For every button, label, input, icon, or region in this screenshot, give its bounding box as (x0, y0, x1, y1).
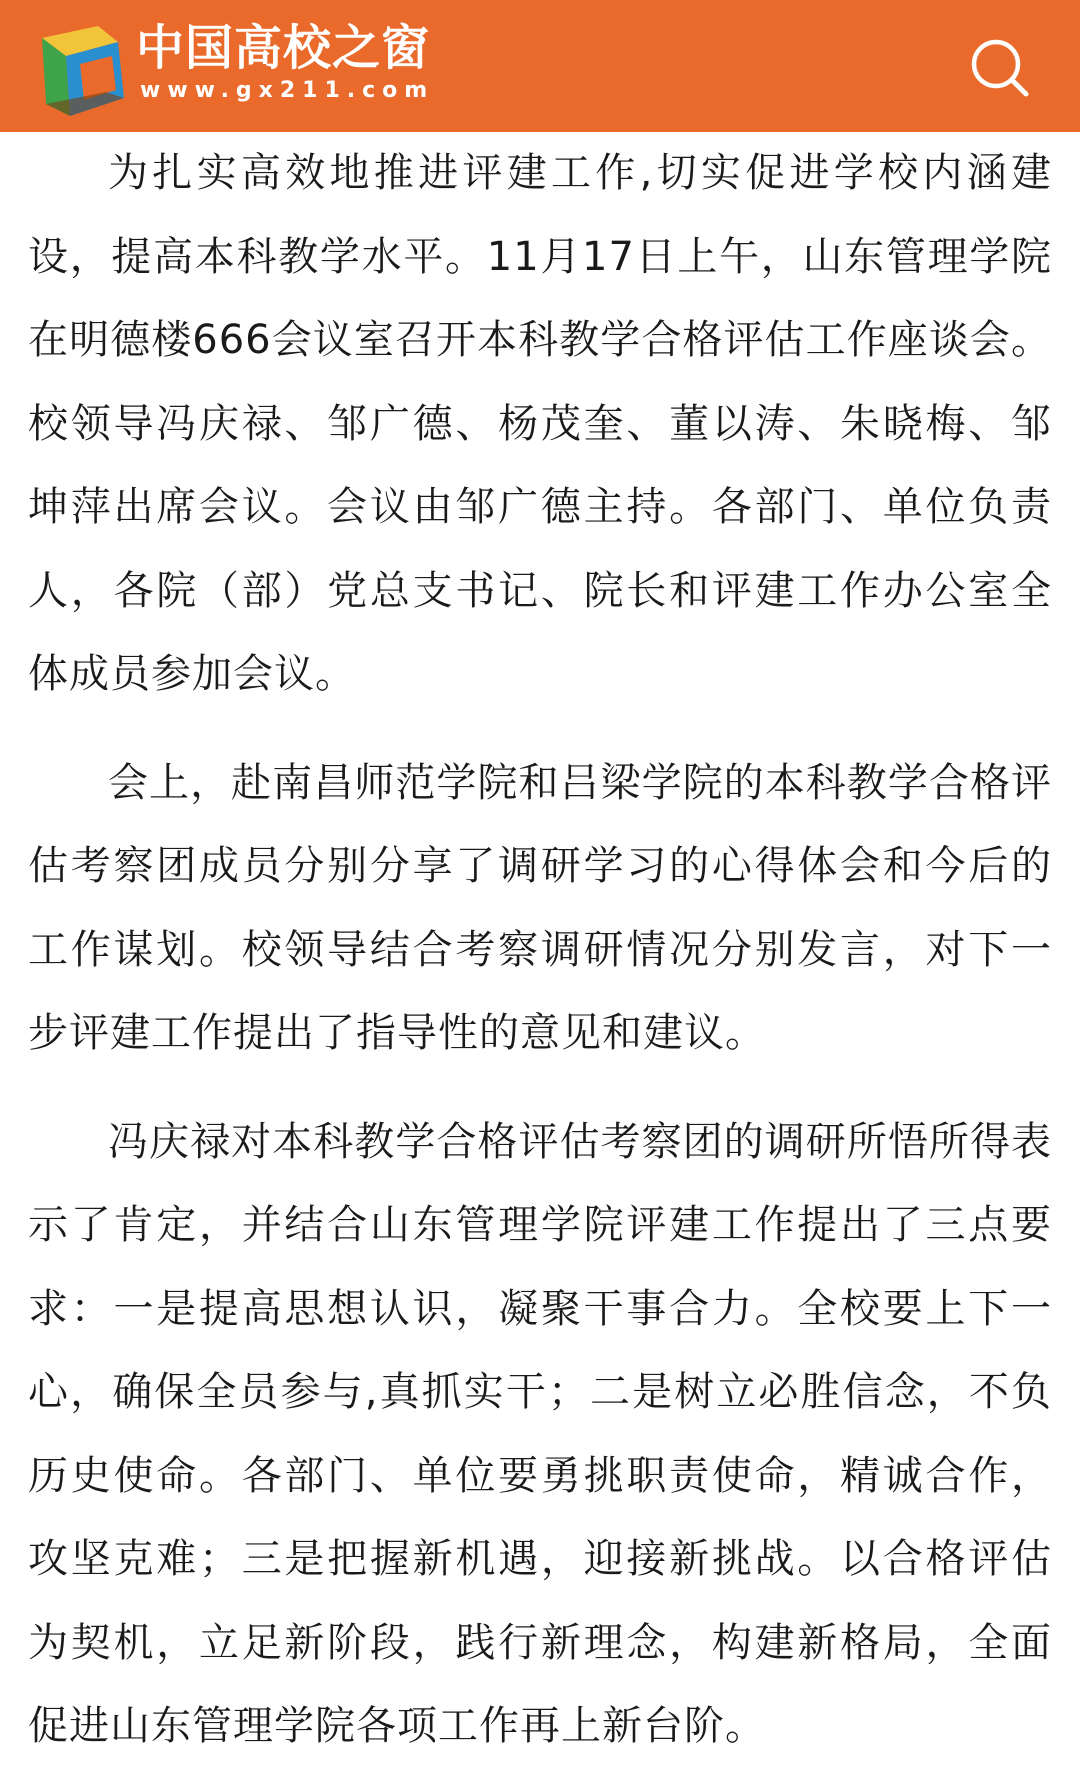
article-body (28, 132, 1052, 1769)
logo-url: www.gx211.com (140, 78, 435, 103)
logo-title: 中国高校之窗 (136, 20, 431, 76)
site-header (0, 0, 1080, 132)
search-icon (968, 36, 1032, 100)
article-paragraph-2: 会上，赴南昌师范学院和吕梁学院的本科教学合格评估考察团成员分别分享了调研学习的心得体会和今后的工作谋划。校领导结合考察调研情况分别发言，对下一步评建工作提出了指导性的意见和建议。 (28, 759, 1052, 1056)
article-paragraph-3: 冯庆禄对本科教学合格评估考察团的调研所悟所得表示了肯定，并结合山东管理学院评建工作提出了三点要求：一是提高思想认识，凝聚干事合力。全校要上下一心，确保全员参与,真抓实干；二是树立必胜信念，不负历史使命。各部门、单位要勇挑职责使命，精诚合作，攻坚克难；三是把握新机遇，迎接新挑战。以合格评估为契机，立足新阶段，践行新理念，构建新格局，全面促进山东管理学院各项工作再上新台阶。 (28, 1118, 1052, 1749)
article-paragraph-1: 为扎实高效地推进评建工作,切实促进学校内涵建设，提高本科教学水平。11月17日上午，山东管理学院在明德楼666会议室召开本科教学合格评估工作座谈会。校领导冯庆禄、邹广德、杨茂奎、董以涛、朱晓梅、邹坤萍出席会议。会议由邹广德主持。各部门、单位负责人，各院（部）党总支书记、院长和评建工作办公室全体成员参加会议。 (28, 150, 1052, 697)
logo-window-icon (36, 20, 136, 120)
search-button[interactable] (968, 36, 1032, 100)
site-logo[interactable] (36, 14, 436, 114)
